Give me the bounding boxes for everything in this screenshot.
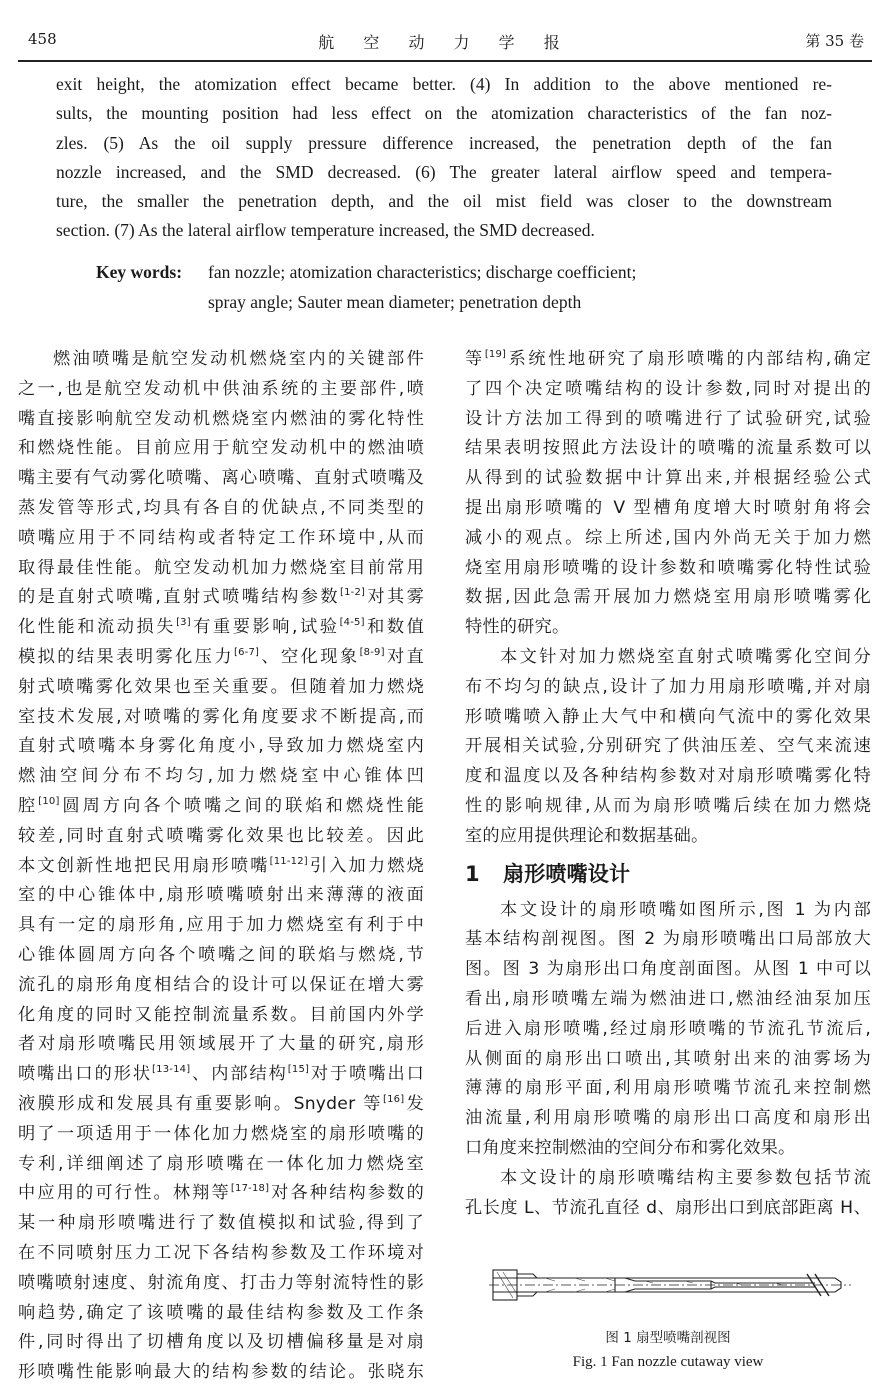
text-line [465, 1194, 871, 1224]
text-line [18, 1209, 424, 1239]
right-column-section-body [465, 896, 871, 1224]
journal-title: 航 空 动 力 学 报 [318, 33, 572, 52]
text-run: 室的应用提供理论和数据基础。 [465, 825, 709, 846]
text-run: 喷嘴喷射速度、射流角度、打击力等射流特性的影 [18, 1272, 424, 1293]
text-run: 圆周方向各个喷嘴之间的联焰和燃烧性能 [59, 795, 424, 816]
text-line [465, 524, 871, 554]
text-run: 明了一项适用于一体化加力燃烧室的扇形喷嘴的 [18, 1123, 424, 1144]
keywords-label: Key words: [96, 262, 183, 282]
text-run: 嘴主要有气动雾化喷嘴、离心喷嘴、直射式喷嘴及 [18, 468, 424, 489]
text-line [465, 1164, 871, 1194]
text-line [18, 703, 424, 733]
text-run: 从侧面的扇形出口喷出,其喷射出来的油雾场为 [465, 1048, 871, 1069]
text-run: 和数值 [364, 617, 424, 638]
text-line [18, 911, 424, 941]
text-run: 孔长度 L、节流孔直径 d、扇形出口到底部距离 H、 [465, 1197, 871, 1218]
text-run: 室技术发展,对喷嘴的雾化角度要求不断提高,而 [18, 706, 424, 727]
text-run: 嘴直接影响航空发动机燃烧室内燃油的雾化特性 [18, 408, 424, 429]
text-line [465, 494, 871, 524]
text-line [18, 643, 424, 673]
text-run: 腔 [18, 795, 39, 816]
text-run: 心锥体圆周方向各个喷嘴之间的联焰与燃烧,节 [18, 944, 424, 965]
text-line [18, 1150, 424, 1180]
abstract-line: zles. (5) As the oil supply pressure difference increased, the penetration depth of the fan [56, 132, 832, 153]
text-line [18, 881, 424, 911]
text-run: 特性的研究。 [465, 617, 570, 638]
text-line [18, 1030, 424, 1060]
text-line [18, 732, 424, 762]
text-line [465, 762, 871, 792]
citation-ref: [6-7] [234, 646, 260, 658]
abstract-continuation [56, 70, 832, 246]
text-run: 等 [465, 349, 485, 369]
text-run: 本文设计的扇形喷嘴结构主要参数包括节流 [500, 1167, 871, 1188]
text-line [465, 955, 871, 985]
text-run: 对其雾 [365, 587, 424, 608]
citation-ref: [19] [484, 349, 507, 360]
text-line [18, 1060, 424, 1090]
text-line [18, 822, 424, 852]
text-run: 开展相关试验,分别研究了供油压差、空气来流速 [465, 736, 871, 757]
text-run: 油流量,利用扇形喷嘴的扇形出口高度和扇形出 [465, 1108, 871, 1129]
text-run: 具有一定的扇形角,应用于加力燃烧室有利于中 [18, 915, 424, 936]
text-run: 口角度来控制燃油的空间分布和雾化效果。 [465, 1137, 796, 1158]
text-run: 烧室用扇形喷嘴的设计参数和喷嘴雾化特性试验 [465, 557, 871, 578]
header-rule [18, 60, 872, 62]
section-number: 1 [465, 861, 480, 886]
text-line [18, 1269, 424, 1299]
text-run: 化性能和流动损失 [18, 617, 177, 638]
text-line [465, 554, 871, 584]
text-line [18, 554, 424, 584]
text-line [465, 434, 871, 464]
text-run: 系统性地研究了扇形喷嘴的内部结构,确定 [506, 349, 871, 369]
text-line [18, 1179, 424, 1209]
citation-ref: [11-12] [269, 855, 308, 867]
text-line [465, 896, 871, 926]
section-heading [465, 852, 871, 896]
text-line [18, 762, 424, 792]
text-line [465, 925, 871, 955]
text-run: 室的中心锥体中,扇形喷嘴喷射出来薄薄的液面 [18, 885, 424, 906]
right-column [465, 345, 871, 1223]
text-run: 本文设计的扇形喷嘴如图所示,图 1 为内部 [500, 899, 871, 920]
text-run: 者对扇形喷嘴民用领域展开了大量的研究,扇形 [18, 1034, 424, 1055]
text-run: 的是直射式喷嘴,直射式喷嘴结构参数 [18, 587, 340, 608]
text-run: 对于喷嘴出口 [309, 1064, 424, 1085]
running-header [18, 22, 872, 58]
text-run: 基本结构剖视图。图 2 为扇形喷嘴出口局部放大 [465, 929, 871, 950]
text-run: 薄薄的扇形平面,利用扇形喷嘴节流孔来控制燃 [465, 1078, 871, 1099]
text-run: 布不均匀的缺点,设计了加力用扇形喷嘴,并对扇 [465, 676, 871, 697]
text-line [465, 643, 871, 673]
text-line [18, 434, 424, 464]
text-line [465, 822, 871, 852]
text-run: 、空化现象 [259, 646, 360, 667]
text-line [18, 852, 424, 882]
text-run: 件,同时得出了切槽角度以及切槽偏移量是对扇 [18, 1332, 424, 1353]
text-run: 燃油空间分布不均匀,加力燃烧室中心锥体凹 [18, 766, 424, 787]
text-run: 后进入扇形喷嘴,经过扇形喷嘴的节流孔节流后, [465, 1018, 871, 1039]
text-line [465, 464, 871, 494]
text-run: 直射式喷嘴本身雾化角度小,导致加力燃烧室内 [18, 736, 424, 757]
text-run: 设计方法加工得到的喷嘴进行了试验研究,试验 [465, 408, 871, 429]
abstract-line: sults, the mounting position had less effect on the atomization characteristics of the fan noz- [56, 103, 832, 124]
text-run: 提出扇形喷嘴的 V 型槽角度增大时喷射角将会 [465, 497, 871, 518]
text-line [18, 1120, 424, 1150]
text-run: 、内部结构 [190, 1064, 288, 1085]
text-line [465, 703, 871, 733]
text-line [18, 673, 424, 703]
text-line [465, 673, 871, 703]
text-line [18, 1239, 424, 1269]
text-run: 蒸发管等形式,均具有各自的优缺点,不同类型的 [18, 497, 424, 518]
text-run: 有重要影响,试验 [190, 617, 340, 638]
figure-caption-cn: 图 1 扇型喷嘴剖视图 [605, 1330, 731, 1346]
citation-ref: [13-14] [152, 1064, 191, 1076]
text-run: 对直 [384, 646, 424, 667]
text-run: 模拟的结果表明雾化压力 [18, 646, 234, 667]
text-line [18, 524, 424, 554]
text-run: 取得最佳性能。航空发动机加力燃烧室目前常用 [18, 557, 424, 578]
text-run: 减小的观点。综上所述,国内外尚无关于加力燃 [465, 527, 871, 548]
keywords-line: fan nozzle; atomization characteristics; discharge coefficient; [208, 262, 637, 282]
text-run: 形喷嘴性能影响最大的结构参数的结论。张晓东 [18, 1362, 424, 1383]
text-run: 从得到的试验数据中计算出来,并根据经验公式 [465, 468, 871, 489]
text-run: 和燃烧性能。目前应用于航空发动机中的燃油喷 [18, 438, 424, 459]
text-run: 数据,因此急需开展加力燃烧室用扇形喷嘴雾化 [465, 587, 871, 608]
text-run: 流孔的扇形角度相结合的设计可以保证在增大雾 [18, 974, 424, 995]
text-run: 燃油喷嘴是航空发动机燃烧室内的关键部件 [53, 349, 424, 369]
abstract-line: exit height, the atomization effect became better. (4) In addition to the above mentioned re- [56, 74, 832, 94]
text-run: 喷嘴出口的形状 [18, 1064, 153, 1085]
text-run: 化角度的同时又能控制流量系数。目前国内外学 [18, 1004, 424, 1025]
text-run: 响趋势,确定了该喷嘴的最佳结构参数及工作条 [18, 1302, 424, 1323]
text-run: 液膜形成和发展具有重要影响。Snyder 等 [18, 1093, 383, 1114]
text-run: 了四个决定喷嘴结构的设计参数,同时对提出的 [465, 378, 871, 399]
text-line [18, 375, 424, 405]
abstract-line: ture, the smaller the penetration depth, and the oil mist field was closer to the downstream [56, 191, 832, 212]
text-run: 在不同喷射压力工况下各结构参数及工作环境对 [18, 1242, 424, 1263]
citation-ref: [15] [287, 1064, 310, 1076]
text-line [465, 613, 871, 643]
text-line [18, 1299, 424, 1329]
text-run: 度和温度以及各种结构参数对对扇形喷嘴雾化特 [465, 766, 871, 787]
text-line [465, 1045, 871, 1075]
text-run: 对各种结构参数的 [269, 1183, 424, 1204]
citation-ref: [8-9] [359, 646, 385, 658]
text-line [18, 971, 424, 1001]
text-run: 性的影响规律,从而为扇形喷嘴后续在加力燃烧 [465, 795, 871, 816]
page-number: 458 [28, 30, 57, 48]
text-line [465, 375, 871, 405]
text-line [18, 1328, 424, 1358]
nozzle-cutaway-figure [485, 1262, 855, 1308]
keywords-line: spray angle; Sauter mean diameter; penetration depth [208, 291, 582, 312]
text-line [465, 792, 871, 822]
text-run: 结果表明按照此方法设计的喷嘴的流量系数可以 [465, 438, 871, 459]
citation-ref: [10] [38, 795, 60, 807]
citation-ref: [16] [382, 1093, 405, 1105]
text-line [18, 1090, 424, 1120]
text-run: 形喷嘴喷入静止大气中和横向气流中的雾化效果 [465, 706, 871, 727]
text-line [465, 1074, 871, 1104]
text-run: 射式喷嘴雾化效果也至关重要。但随着加力燃烧 [18, 676, 424, 697]
text-run: 本文针对加力燃烧室直射式喷嘴雾化空间分 [500, 646, 871, 667]
text-run: 发 [404, 1093, 424, 1114]
text-run: 看出,扇形喷嘴左端为燃油进口,燃油经油泵加压 [465, 988, 871, 1009]
text-run: 专利,详细阐述了扇形喷嘴在一体化加力燃烧室 [18, 1153, 424, 1174]
text-line [18, 792, 424, 822]
citation-ref: [17-18] [230, 1183, 270, 1195]
text-line [18, 345, 424, 375]
section-title: 扇形喷嘴设计 [503, 861, 631, 886]
text-run: 之一,也是航空发动机中供油系统的主要部件,喷 [18, 378, 424, 399]
text-line [465, 345, 871, 375]
abstract-line: section. (7) As the lateral airflow temperature increased, the SMD decreased. [56, 220, 595, 241]
text-run: 某一种扇形喷嘴进行了数值模拟和试验,得到了 [18, 1213, 424, 1234]
text-line [465, 405, 871, 435]
text-run: 本文创新性地把民用扇形喷嘴 [18, 855, 270, 876]
text-line [18, 613, 424, 643]
right-column-intro [465, 345, 871, 852]
text-line [18, 1001, 424, 1031]
text-line [18, 405, 424, 435]
citation-ref: [4-5] [339, 617, 365, 629]
text-line [18, 464, 424, 494]
text-run: 较差,同时直射式喷嘴雾化效果也比较差。因此 [18, 825, 424, 846]
volume-label: 第 35 卷 [805, 32, 864, 50]
text-run: 喷嘴应用于不同结构或者特定工作环境中,从而 [18, 527, 424, 548]
text-run: 中应用的可行性。林翔等 [18, 1183, 231, 1204]
text-line [18, 941, 424, 971]
text-line [465, 732, 871, 762]
text-run: 引入加力燃烧 [307, 855, 424, 876]
text-line [465, 1015, 871, 1045]
left-column [18, 345, 424, 1388]
text-line [18, 583, 424, 613]
text-line [465, 1134, 871, 1164]
citation-ref: [1-2] [339, 587, 366, 599]
text-line [465, 985, 871, 1015]
text-line [18, 494, 424, 524]
text-run: 图。图 3 为扇形出口角度剖面图。从图 1 中可以 [465, 959, 871, 980]
figure-caption-en: Fig. 1 Fan nozzle cutaway view [572, 1354, 764, 1370]
text-line [18, 1358, 424, 1388]
text-line [465, 583, 871, 613]
text-line [465, 1104, 871, 1134]
abstract-line: nozzle increased, and the SMD decreased. (6) The greater lateral airflow speed and tempera- [56, 161, 832, 182]
citation-ref: [3] [176, 617, 191, 629]
